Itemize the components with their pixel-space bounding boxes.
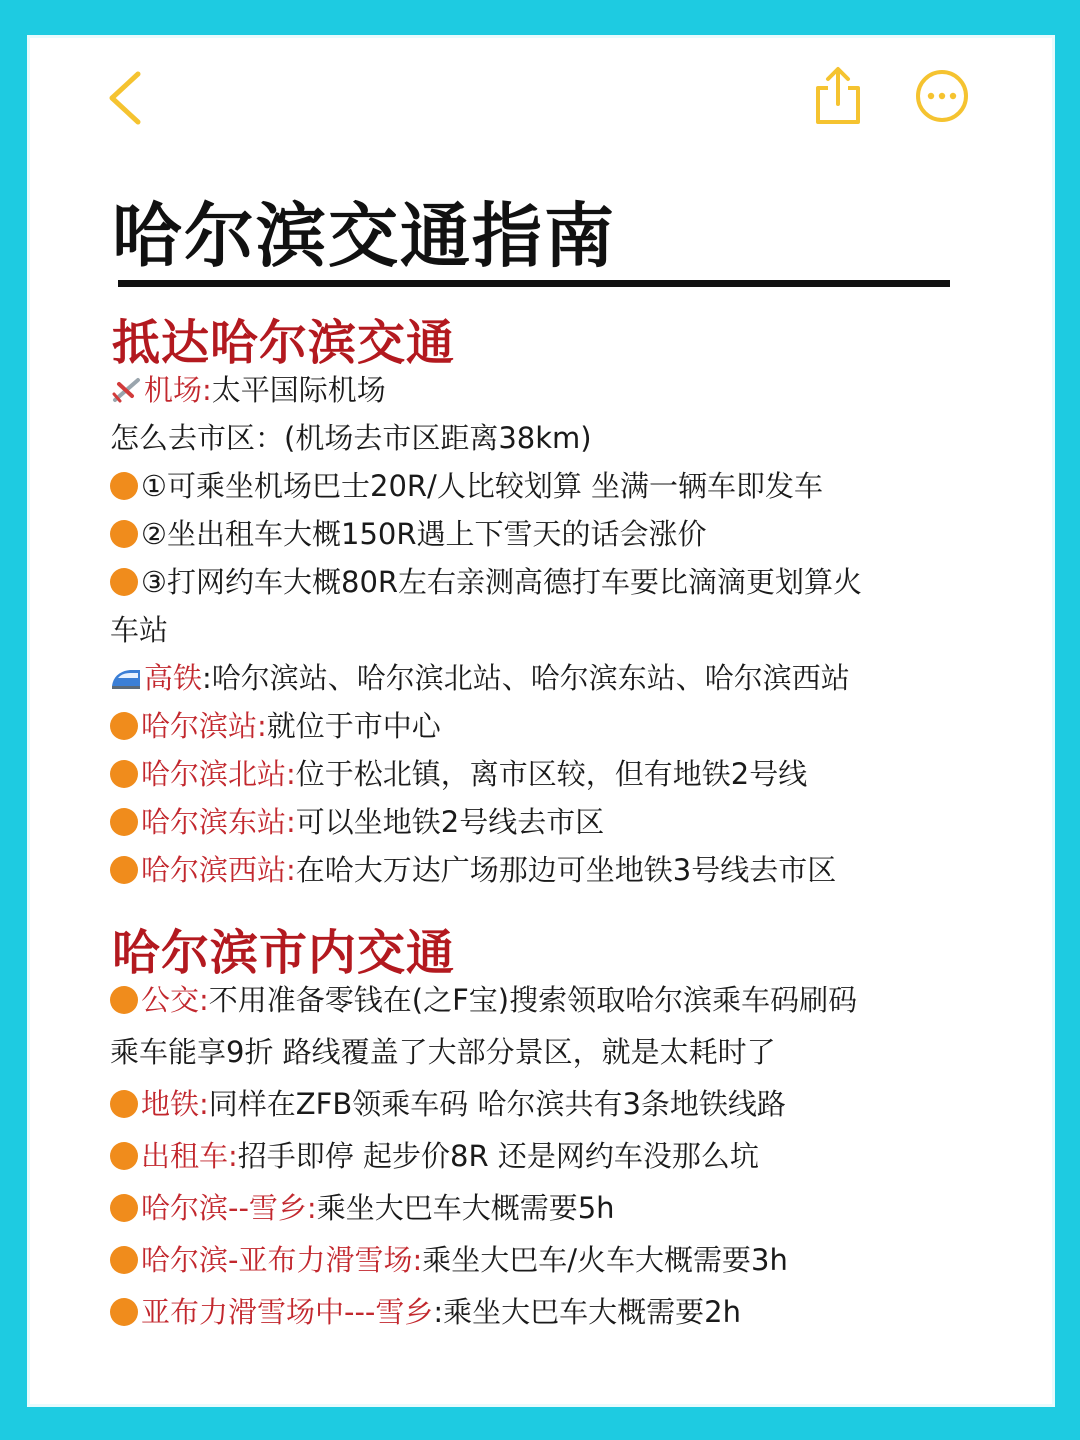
list-item: 哈尔滨站:就位于市中心 <box>110 706 441 746</box>
page-title: 哈尔滨交通指南 <box>112 195 616 277</box>
bullet-dot <box>110 986 138 1014</box>
bullet-train-icon <box>110 664 142 692</box>
list-item: ①可乘坐机场巴士20R/人比较划算 坐满一辆车即发车 <box>110 466 823 506</box>
info-line: 高铁:哈尔滨站、哈尔滨北站、哈尔滨东站、哈尔滨西站 <box>110 658 850 698</box>
section-title-arrival: 抵达哈尔滨交通 <box>112 315 456 371</box>
list-item: ②坐出租车大概150R遇上下雪天的话会涨价 <box>110 514 707 554</box>
bullet-dot <box>110 1298 138 1326</box>
title-divider <box>118 280 950 287</box>
list-item: 哈尔滨--雪乡:乘坐大巴车大概需要5h <box>110 1188 615 1228</box>
list-item: 亚布力滑雪场中---雪乡:乘坐大巴车大概需要2h <box>110 1292 741 1332</box>
bullet-dot <box>110 760 138 788</box>
airplane-icon <box>110 376 142 404</box>
list-item: 哈尔滨-亚布力滑雪场:乘坐大巴车/火车大概需要3h <box>110 1240 788 1280</box>
list-item: 公交:不用准备零钱在(之F宝)搜索领取哈尔滨乘车码刷码 <box>110 980 857 1020</box>
bullet-dot <box>110 712 138 740</box>
bullet-dot <box>110 856 138 884</box>
share-icon <box>812 64 864 126</box>
list-item: 哈尔滨东站:可以坐地铁2号线去市区 <box>110 802 604 842</box>
info-line: 机场:太平国际机场 <box>110 370 386 410</box>
info-line: 乘车能享9折 路线覆盖了大部分景区，就是太耗时了 <box>110 1035 776 1069</box>
bullet-dot <box>110 1246 138 1274</box>
info-line: 车站 <box>110 613 169 647</box>
list-item: ③打网约车大概80R左右亲测高德打车要比滴滴更划算火 <box>110 562 862 602</box>
bullet-dot <box>110 472 138 500</box>
list-item: 地铁:同样在ZFB领乘车码 哈尔滨共有3条地铁线路 <box>110 1084 786 1124</box>
bullet-dot <box>110 808 138 836</box>
more-icon <box>914 68 970 124</box>
bullet-dot <box>110 1142 138 1170</box>
chevron-left-icon <box>104 68 154 128</box>
share-button[interactable] <box>812 64 864 126</box>
bullet-dot <box>110 1194 138 1222</box>
top-toolbar <box>30 38 1052 158</box>
list-item: 出租车:招手即停 起步价8R 还是网约车没那么坑 <box>110 1136 759 1176</box>
info-line: 怎么去市区：(机场去市区距离38km) <box>110 421 592 455</box>
section-title-city: 哈尔滨市内交通 <box>112 925 456 981</box>
bullet-dot <box>110 1090 138 1118</box>
more-button[interactable] <box>914 68 970 124</box>
bullet-dot <box>110 568 138 596</box>
back-button[interactable] <box>104 68 154 128</box>
bullet-dot <box>110 520 138 548</box>
list-item: 哈尔滨西站:在哈大万达广场那边可坐地铁3号线去市区 <box>110 850 836 890</box>
list-item: 哈尔滨北站:位于松北镇，离市区较，但有地铁2号线 <box>110 754 807 794</box>
note-card <box>30 38 1052 1404</box>
